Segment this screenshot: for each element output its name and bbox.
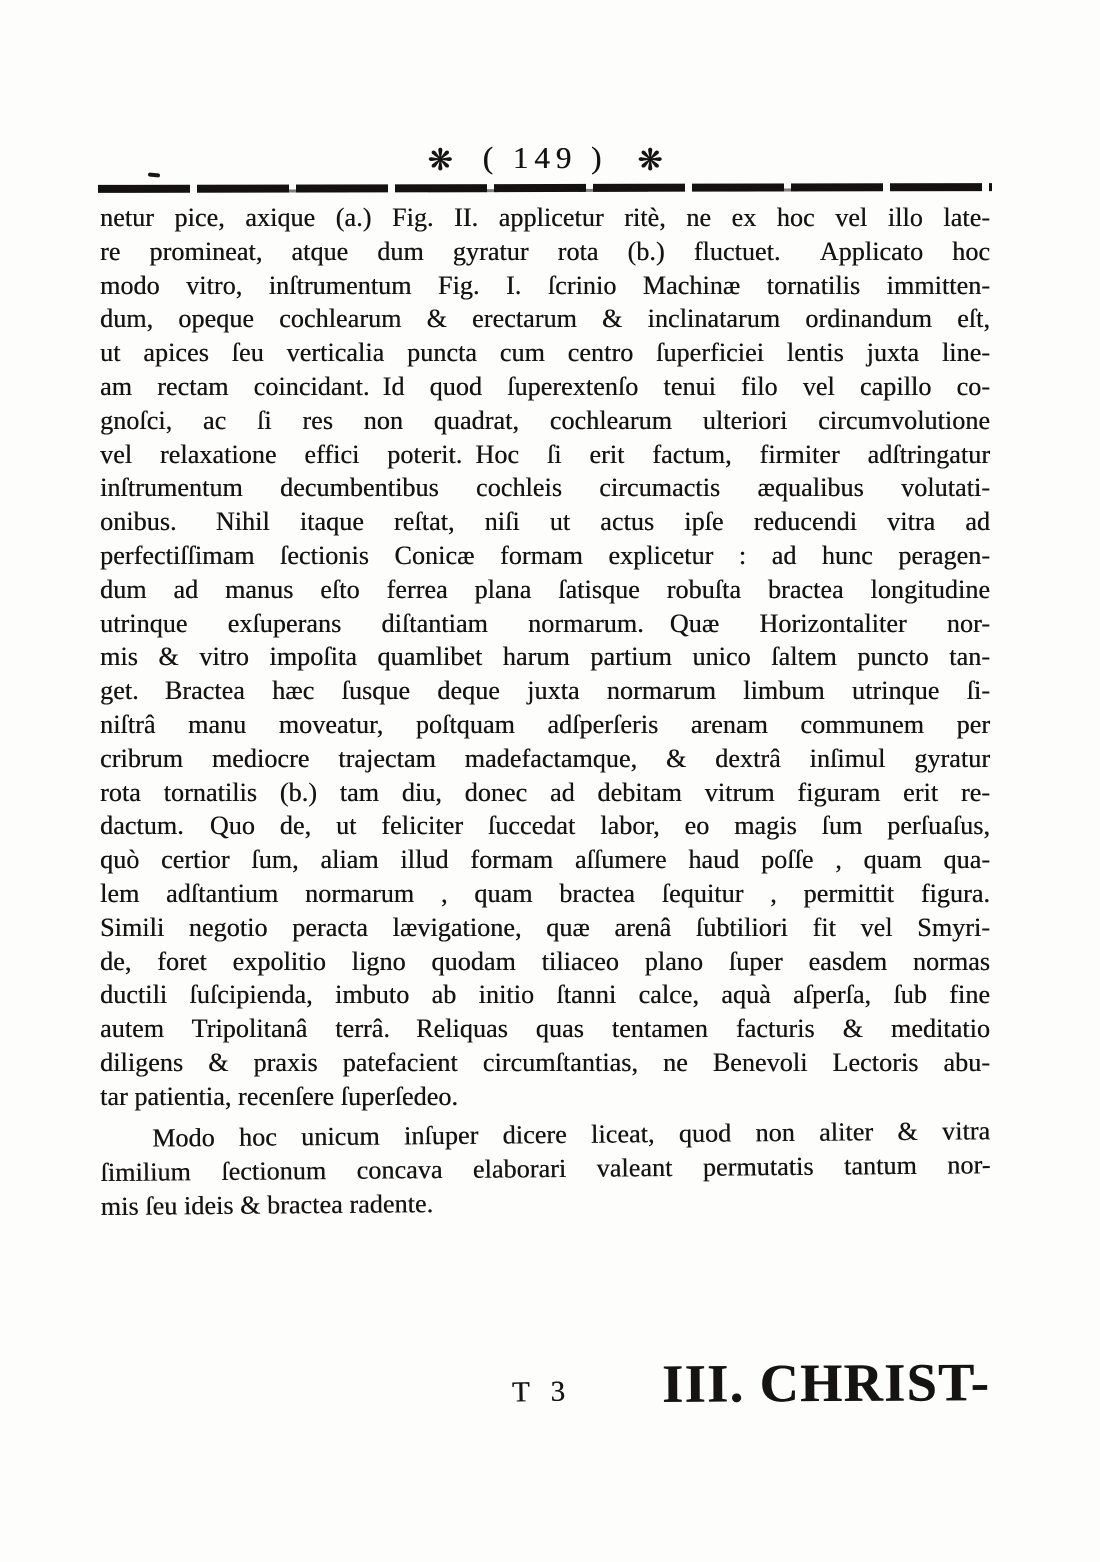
header-rule bbox=[98, 183, 992, 193]
text-line: de, foret expolitio ligno quodam tiliaceo plano ſuper easdem normas bbox=[100, 946, 990, 976]
text-line: mis & vitro impoſita quamlibet harum partium unico ſaltem puncto tan- bbox=[100, 642, 990, 672]
text-line: cribrum mediocre trajectam madefactamque, & dextrâ inſimul gyratur bbox=[100, 743, 990, 773]
ink-speck bbox=[148, 172, 160, 177]
paragraph-2 bbox=[100, 1114, 991, 1223]
text-line: ut apices ſeu verticalia puncta cum centro ſuperficiei lentis juxta line- bbox=[100, 338, 990, 368]
text-line: perfectiſſimam ſectionis Conicæ formam explicetur : ad hunc peragen- bbox=[100, 540, 990, 570]
page-number: ( 149 ) bbox=[482, 140, 608, 175]
text-line: tar patientia, recenſere ſuperſedeo. bbox=[100, 1081, 459, 1111]
text-line: Simili negotio peracta lævigatione, quæ arenâ ſubtiliori fit vel Smyri- bbox=[100, 912, 990, 942]
catchword: III. CHRIST- bbox=[661, 1352, 991, 1414]
text-line: quò certior ſum, aliam illud formam aſſumere haud poſſe , quam qua- bbox=[100, 845, 990, 875]
text-line: rota tornatilis (b.) tam diu, donec ad debitam vitrum figuram erit re- bbox=[100, 777, 990, 807]
text-line: lem adſtantium normarum , quam bractea ſequitur , permittit figura. bbox=[100, 878, 990, 908]
text-line: dum, opeque cochlearum & erectarum & inclinatarum ordinandum eſt, bbox=[100, 304, 990, 334]
text-line: netur pice, axique (a.) Fig. II. applicetur ritè, ne ex hoc vel illo late- bbox=[100, 203, 990, 232]
text-line: niſtrâ manu moveatur, poſtquam adſperſeris arenam communem per bbox=[100, 709, 990, 739]
paragraph-1 bbox=[100, 201, 990, 1114]
text-line: Modo hoc unicum inſuper dicere liceat, quod non aliter & vitra bbox=[152, 1116, 991, 1153]
page-footer bbox=[100, 1352, 990, 1414]
fleuron-icon: ❋ bbox=[427, 143, 453, 178]
text-line: mis ſeu ideis & bractea radente. bbox=[100, 1188, 434, 1221]
text-line: diligens & praxis patefacient circumſtantias, ne Benevoli Lectoris abu- bbox=[100, 1047, 990, 1077]
text-line: dum ad manus eſto ferrea plana ſatisque robuſta bractea longitudine bbox=[100, 574, 990, 604]
text-line: ſimilium ſectionum concava elaborari valeant permutatis tantum nor- bbox=[100, 1150, 991, 1187]
text-line: am rectam coincidant. Id quod ſuperextenſo tenui filo vel capillo co- bbox=[100, 371, 990, 401]
text-line: inſtrumentum decumbentibus cochleis circumactis æqualibus volutati- bbox=[100, 473, 990, 503]
text-line: modo vitro, inſtrumentum Fig. I. ſcrinio Machinæ tornatilis immitten- bbox=[100, 270, 990, 300]
text-line: dactum. Quo de, ut feliciter ſuccedat labor, eo magis ſum perſuaſus, bbox=[100, 811, 990, 841]
text-line: gnoſci, ac ſi res non quadrat, cochlearum ulteriori circumvolutione bbox=[100, 405, 990, 435]
fleuron-icon: ❋ bbox=[637, 143, 663, 178]
text-line: utrinque exſuperans diſtantiam normarum. Quæ Horizontaliter nor- bbox=[100, 608, 990, 638]
page-header bbox=[100, 140, 990, 176]
text-line: autem Tripolitanâ terrâ. Reliquas quas tentamen facturis & meditatio bbox=[100, 1014, 990, 1044]
text-line: get. Bractea hæc ſusque deque juxta normarum limbum utrinque ſi- bbox=[100, 676, 990, 706]
text-line: re promineat, atque dum gyratur rota (b.) fluctuet. Applicato hoc bbox=[100, 236, 990, 266]
text-line: vel relaxatione effici poterit. Hoc ſi erit factum, firmiter adſtringatur bbox=[100, 439, 990, 469]
signature-mark: T 3 bbox=[511, 1375, 573, 1409]
text-line: ductili ſuſcipienda, imbuto ab initio ſtanni calce, aquà aſperſa, ſub fine bbox=[100, 980, 990, 1010]
text-line: onibus. Nihil itaque reſtat, niſi ut actus ipſe reducendi vitra ad bbox=[100, 507, 990, 537]
